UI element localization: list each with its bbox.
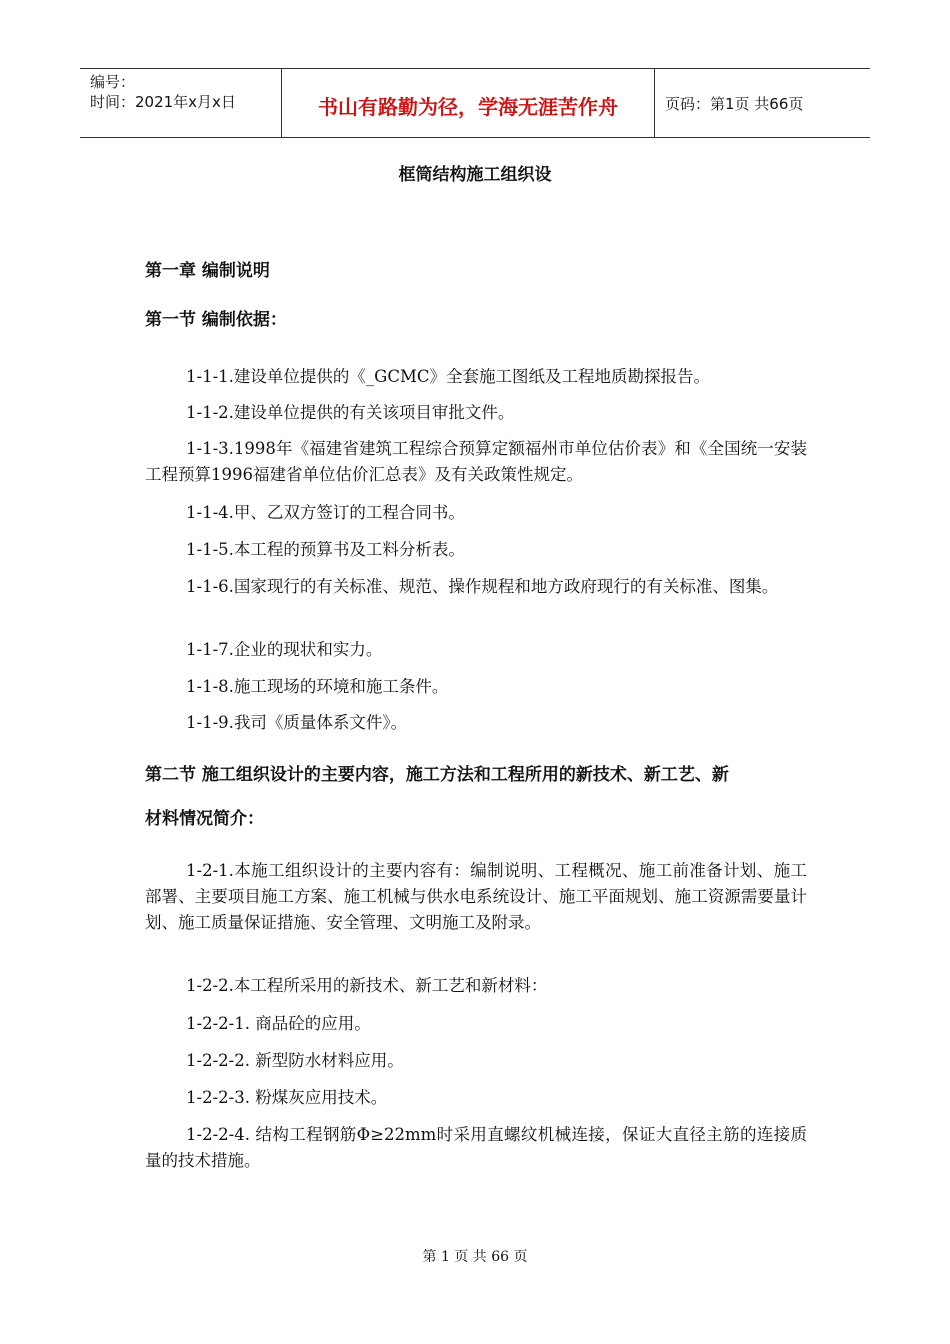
list-item: 1-1-5.本工程的预算书及工料分析表。 (186, 540, 465, 559)
list-item: 1-1-8.施工现场的环境和施工条件。 (186, 677, 449, 696)
page-header (80, 68, 870, 138)
section-heading: 第二节 施工组织设计的主要内容，施工方法和工程所用的新技术、新工艺、新 (145, 765, 729, 785)
header-motto: 书山有路勤为径，学海无涯苦作舟 (318, 95, 618, 119)
list-item: 1-1-7.企业的现状和实力。 (186, 640, 383, 659)
section-heading: 第一节 编制依据： (145, 310, 287, 330)
header-page-info: 页码：第1页 共66页 (665, 95, 804, 113)
chapter-heading: 第一章 编制说明 (145, 261, 270, 281)
list-item: 1-1-1.建设单位提供的《_GCMC》全套施工图纸及工程地质勘探报告。 (186, 367, 710, 386)
document-title: 框筒结构施工组织设 (398, 165, 552, 185)
section-heading-continuation: 材料情况简介： (145, 809, 264, 829)
header-meta-cell (80, 69, 281, 137)
list-item: 1-1-2.建设单位提供的有关该项目审批文件。 (186, 403, 515, 422)
list-item: 1-2-2-2. 新型防水材料应用。 (186, 1051, 404, 1070)
doc-date: 时间：2021年x月x日 (90, 93, 236, 111)
list-item: 1-2-2-3. 粉煤灰应用技术。 (186, 1088, 388, 1107)
doc-number-label: 编号： (90, 73, 136, 91)
page-footer: 第 1 页 共 66 页 (422, 1249, 528, 1265)
list-item: 1-2-1.本施工组织设计的主要内容有：编制说明、工程概况、施工前准备计划、施工部署、主要项目施工方案、施工机械与供水电系统设计、施工平面规划、施工资源需要量计划、施工质量保证措施、安全管理、文明施工及附录。 (145, 861, 807, 932)
list-item: 1-2-2.本工程所采用的新技术、新工艺和新材料： (186, 976, 548, 995)
header-motto-cell (281, 69, 655, 137)
list-item: 1-2-2-1. 商品砼的应用。 (186, 1014, 371, 1033)
header-page-cell (655, 69, 870, 137)
list-item: 1-1-9.我司《质量体系文件》。 (186, 713, 408, 732)
list-item: 1-2-2-4. 结构工程钢筋Φ≥22mm时采用直螺纹机械连接，保证大直径主筋的连接质量的技术措施。 (145, 1125, 807, 1170)
list-item: 1-1-4.甲、乙双方签订的工程合同书。 (186, 503, 465, 522)
list-item: 1-1-3.1998年《福建省建筑工程综合预算定额福州市单位估价表》和《全国统一安装工程预算1996福建省单位估价汇总表》及有关政策性规定。 (145, 439, 807, 484)
list-item: 1-1-6.国家现行的有关标准、规范、操作规程和地方政府现行的有关标准、图集。 (186, 577, 779, 596)
